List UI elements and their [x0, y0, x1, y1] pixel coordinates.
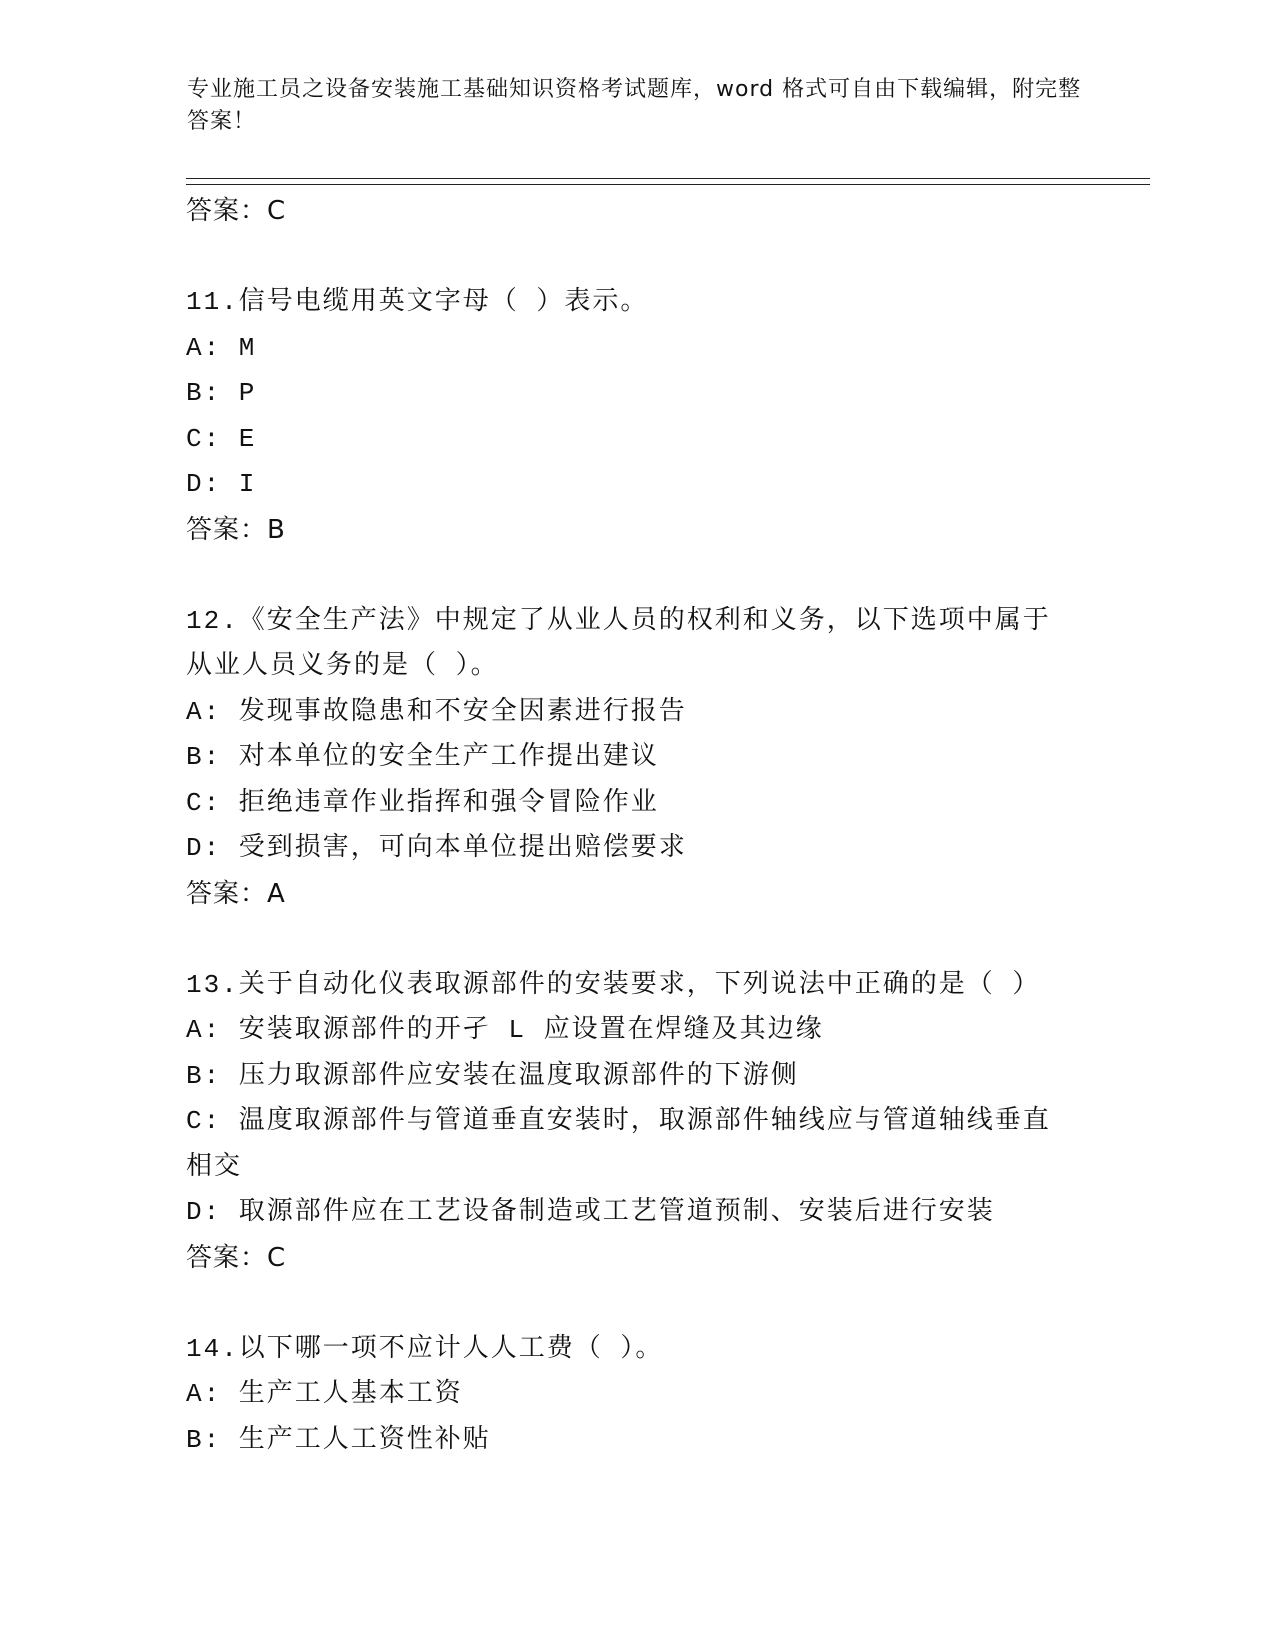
option-d: D: I — [186, 469, 257, 499]
question-11 — [186, 280, 1086, 553]
spacer — [186, 235, 1086, 281]
option-b: B: P — [186, 378, 257, 408]
option-b: B: 生产工人工资性补贴 — [186, 1424, 491, 1455]
question-13 — [186, 963, 1086, 1282]
spacer — [186, 1281, 1086, 1327]
question-stem: 12.《安全生产法》中规定了从业人员的权利和义务，以下选项中属于从业人员义务的是（ ）。 — [186, 605, 1051, 681]
option-a: A: M — [186, 332, 257, 363]
option-a: A: 发现事故隐患和不安全因素进行报告 — [186, 696, 687, 727]
option-a: A: 安装取源部件的开孑 L 应设置在焊缝及其边缘 — [186, 1015, 824, 1045]
answer-line: 答案：B — [186, 514, 286, 545]
spacer — [186, 917, 1086, 963]
spacer — [186, 553, 1086, 599]
answer-line: 答案：C — [186, 196, 287, 226]
document-header: 专业施工员之设备安装施工基础知识资格考试题库，word 格式可自由下载编辑，附完整答案！ — [187, 77, 1082, 134]
question-stem: 13.关于自动化仪表取源部件的安装要求，下列说法中正确的是（ ） — [186, 969, 1041, 1000]
answer-line: 答案：A — [186, 878, 286, 909]
question-stem: 14.以下哪一项不应计人人工费（ ）。 — [186, 1333, 664, 1364]
question-list — [186, 189, 1086, 1463]
option-b: B: 对本单位的安全生产工作提出建议 — [186, 742, 659, 772]
answer-line: 答案：C — [186, 1242, 287, 1273]
question-12 — [186, 599, 1086, 918]
header-divider — [186, 178, 1150, 185]
option-d: D: 受到损害，可向本单位提出赔偿要求 — [186, 833, 687, 863]
option-c: C: E — [186, 423, 257, 454]
option-c: C: 温度取源部件与管道垂直安装时，取源部件轴线应与管道轴线垂直相交 — [186, 1106, 1051, 1182]
option-a: A: 生产工人基本工资 — [186, 1379, 463, 1409]
question-14 — [186, 1327, 1086, 1464]
option-b: B: 压力取源部件应安装在温度取源部件的下游侧 — [186, 1060, 799, 1091]
option-d: D: 取源部件应在工艺设备制造或工艺管道预制、安装后进行安装 — [186, 1197, 995, 1227]
option-c: C: 拒绝违章作业指挥和强令冒险作业 — [186, 787, 659, 818]
question-stem: 11.信号电缆用英文字母（ ）表示。 — [186, 287, 649, 317]
